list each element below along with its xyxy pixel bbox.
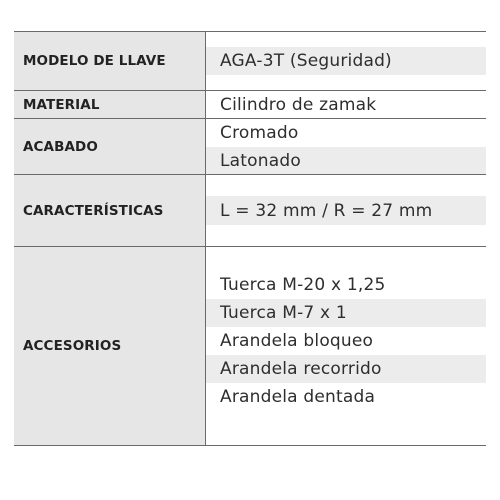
row-values — [206, 119, 486, 174]
row-value: Cromado — [220, 123, 299, 143]
row-values — [206, 175, 486, 246]
row-modelo — [14, 32, 486, 90]
row-value: Arandela bloqueo — [220, 331, 374, 351]
row-accesorios — [14, 247, 486, 445]
row-caracteristicas — [14, 175, 486, 246]
spec-table — [14, 31, 486, 446]
row-label: ACABADO — [14, 119, 206, 174]
row-value: L = 32 mm / R = 27 mm — [206, 196, 486, 225]
row-value: AGA-3T (Seguridad) — [206, 47, 486, 75]
row-label: MATERIAL — [14, 91, 206, 118]
row-material — [14, 91, 486, 118]
row-value: Arandela recorrido — [206, 355, 486, 383]
row-values — [206, 247, 486, 445]
row-label: CARACTERÍSTICAS — [14, 175, 206, 246]
row-value: Cilindro de zamak — [220, 94, 377, 115]
row-value: Latonado — [206, 147, 486, 174]
row-values — [206, 32, 486, 90]
row-value: Tuerca M-20 x 1,25 — [220, 275, 386, 295]
row-value: Tuerca M-7 x 1 — [206, 299, 486, 327]
row-value: Arandela dentada — [220, 387, 376, 407]
row-acabado — [14, 119, 486, 174]
row-label: ACCESORIOS — [14, 247, 206, 445]
row-label: MODELO DE LLAVE — [14, 32, 206, 90]
row-values — [206, 91, 486, 118]
